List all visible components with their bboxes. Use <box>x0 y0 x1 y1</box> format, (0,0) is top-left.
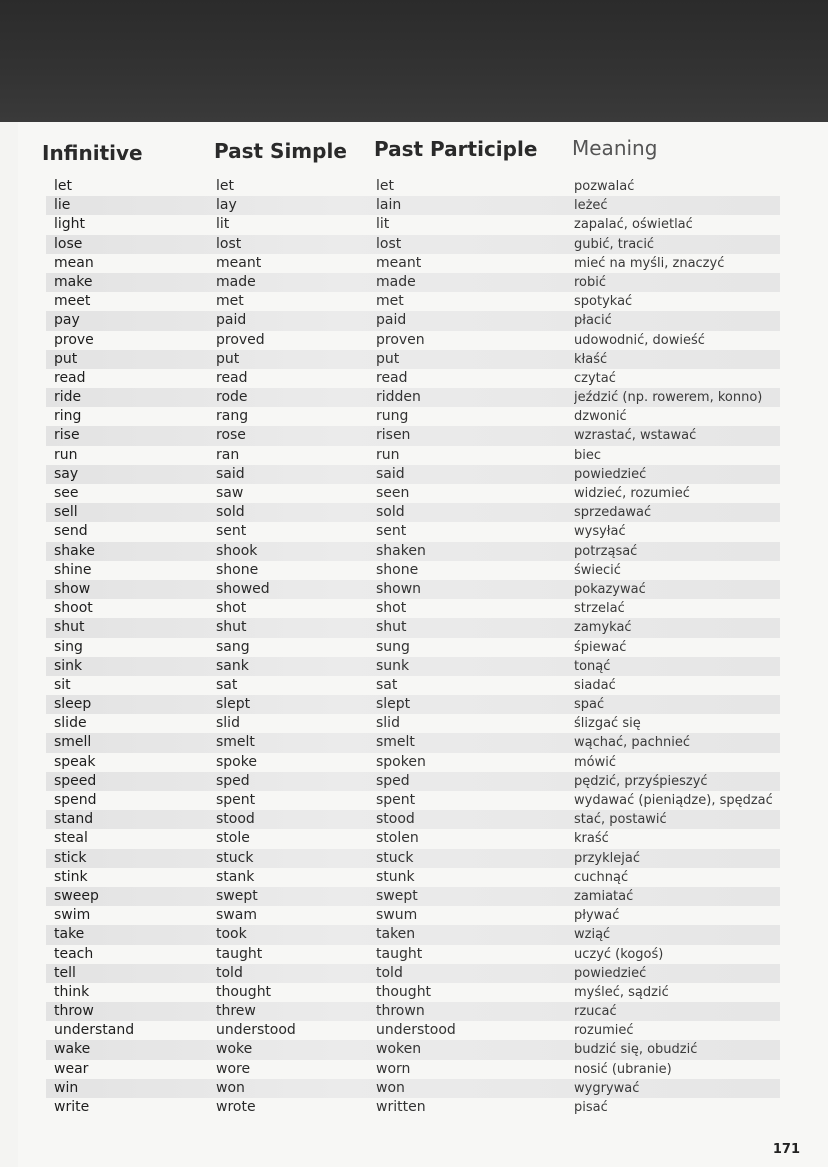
past-simple-cell: slid <box>216 715 240 732</box>
infinitive-cell: sing <box>54 638 83 655</box>
meaning-cell: kłaść <box>574 351 608 367</box>
past-simple-cell: threw <box>216 1003 256 1020</box>
infinitive-cell: tell <box>54 964 76 981</box>
infinitive-cell: shine <box>54 561 92 578</box>
past-simple-cell: wore <box>216 1060 251 1077</box>
past-participle-cell: stunk <box>376 868 415 885</box>
meaning-cell: ślizgać się <box>574 716 641 732</box>
infinitive-cell: sweep <box>54 887 99 904</box>
table-row <box>46 522 780 541</box>
table-row <box>46 1002 780 1021</box>
infinitive-cell: sell <box>54 504 78 521</box>
past-participle-cell: risen <box>376 427 411 444</box>
past-participle-cell: stood <box>376 811 415 828</box>
infinitive-cell: stand <box>54 811 94 828</box>
meaning-cell: pisać <box>574 1100 608 1115</box>
past-simple-cell: sang <box>216 638 250 655</box>
meaning-cell: czytać <box>574 370 616 386</box>
infinitive-cell: win <box>54 1079 79 1096</box>
past-simple-cell: shone <box>216 561 259 578</box>
table-row <box>46 849 780 868</box>
infinitive-cell: see <box>54 485 79 501</box>
meaning-cell: wąchać, pachnieć <box>574 735 690 751</box>
table-header <box>0 133 828 169</box>
past-simple-cell: lay <box>216 197 237 214</box>
past-participle-cell: sent <box>376 523 407 540</box>
table-row <box>46 945 780 964</box>
infinitive-cell: show <box>54 580 91 597</box>
infinitive-cell: meet <box>54 293 91 310</box>
table-row <box>46 695 780 714</box>
meaning-cell: strzelać <box>574 601 625 617</box>
table-row <box>46 618 780 637</box>
past-participle-cell: taken <box>376 926 416 943</box>
infinitive-cell: mean <box>54 254 94 271</box>
meaning-cell: nosić (ubranie) <box>574 1061 672 1077</box>
past-simple-cell: spent <box>216 792 256 808</box>
past-simple-cell: read <box>216 369 248 386</box>
meaning-cell: wysyłać <box>574 524 626 540</box>
header-past-simple: Past Simple <box>214 139 347 163</box>
past-simple-cell: rode <box>216 389 248 406</box>
past-simple-cell: taught <box>216 945 263 962</box>
past-simple-cell: swam <box>216 907 257 924</box>
table-row <box>46 331 780 350</box>
past-participle-cell: shot <box>376 600 407 617</box>
past-simple-cell: lit <box>216 216 230 233</box>
table-row <box>46 925 780 944</box>
table-row <box>46 292 780 311</box>
past-participle-cell: meant <box>376 254 422 271</box>
meaning-cell: pędzić, przyśpieszyć <box>574 773 708 789</box>
meaning-cell: budzić się, obudzić <box>574 1042 698 1058</box>
infinitive-cell: understand <box>54 1022 135 1039</box>
meaning-cell: powiedzieć <box>574 965 647 981</box>
past-simple-cell: rose <box>216 427 246 444</box>
meaning-cell: mieć na myśli, znaczyć <box>574 255 725 271</box>
infinitive-cell: let <box>54 178 72 194</box>
page-number: 171 <box>772 1142 800 1157</box>
past-simple-cell: took <box>216 926 247 943</box>
meaning-cell: biec <box>574 447 602 463</box>
past-simple-cell: slept <box>216 696 251 713</box>
irregular-verbs-table <box>46 177 780 1117</box>
past-simple-cell: met <box>216 293 244 310</box>
past-simple-cell: shook <box>216 542 258 559</box>
past-participle-cell: read <box>376 369 408 386</box>
infinitive-cell: swim <box>54 907 91 924</box>
table-row <box>46 503 780 522</box>
table-row <box>46 580 780 599</box>
past-simple-cell: shot <box>216 600 247 617</box>
header-meaning: Meaning <box>572 136 658 160</box>
past-simple-cell: sent <box>216 523 247 540</box>
past-participle-cell: met <box>376 293 404 310</box>
past-simple-cell: paid <box>216 312 247 329</box>
meaning-cell: rozumieć <box>574 1023 634 1039</box>
infinitive-cell: stink <box>54 868 88 885</box>
table-row <box>46 1098 780 1117</box>
meaning-cell: uczyć (kogoś) <box>574 946 664 962</box>
table-row <box>46 676 780 695</box>
meaning-cell: płacić <box>574 313 612 329</box>
past-participle-cell: lost <box>376 235 402 252</box>
past-simple-cell: understood <box>216 1022 296 1039</box>
meaning-cell: zamiatać <box>574 888 634 904</box>
table-row <box>46 791 780 810</box>
table-row <box>46 1040 780 1059</box>
table-row <box>46 407 780 426</box>
past-participle-cell: said <box>376 465 405 482</box>
past-simple-cell: ran <box>216 446 240 463</box>
past-participle-cell: told <box>376 964 403 981</box>
meaning-cell: widzieć, rozumieć <box>574 486 690 501</box>
past-participle-cell: slept <box>376 696 411 713</box>
past-simple-cell: stuck <box>216 849 254 866</box>
infinitive-cell: spend <box>54 792 97 808</box>
table-row <box>46 887 780 906</box>
table-row <box>46 906 780 925</box>
table-row <box>46 273 780 292</box>
meaning-cell: spać <box>574 697 605 713</box>
meaning-cell: zapalać, oświetlać <box>574 217 693 233</box>
table-row <box>46 810 780 829</box>
infinitive-cell: speak <box>54 753 96 770</box>
infinitive-cell: send <box>54 523 88 540</box>
table-row <box>46 350 780 369</box>
meaning-cell: wzrastać, wstawać <box>574 428 697 444</box>
past-participle-cell: sung <box>376 638 410 655</box>
meaning-cell: leżeć <box>574 198 608 214</box>
infinitive-cell: write <box>54 1099 90 1115</box>
table-row <box>46 215 780 234</box>
past-simple-cell: won <box>216 1079 245 1096</box>
past-simple-cell: put <box>216 350 240 367</box>
infinitive-cell: pay <box>54 312 80 329</box>
meaning-cell: potrząsać <box>574 543 638 559</box>
table-row <box>46 964 780 983</box>
meaning-cell: wygrywać <box>574 1080 640 1096</box>
meaning-cell: rzucać <box>574 1004 617 1020</box>
infinitive-cell: shoot <box>54 600 93 617</box>
past-simple-cell: let <box>216 178 234 194</box>
infinitive-cell: light <box>54 216 86 233</box>
past-participle-cell: stuck <box>376 849 414 866</box>
past-participle-cell: lain <box>376 197 402 214</box>
past-participle-cell: proven <box>376 331 425 348</box>
meaning-cell: siadać <box>574 677 616 693</box>
infinitive-cell: sink <box>54 657 83 674</box>
table-row <box>46 388 780 407</box>
past-participle-cell: run <box>376 446 400 463</box>
past-participle-cell: taught <box>376 945 423 962</box>
past-simple-cell: made <box>216 273 256 290</box>
infinitive-cell: run <box>54 446 78 463</box>
top-dark-band <box>0 0 828 122</box>
past-participle-cell: shone <box>376 561 419 578</box>
past-simple-cell: saw <box>216 485 244 501</box>
past-participle-cell: shaken <box>376 542 426 559</box>
past-participle-cell: slid <box>376 715 400 732</box>
table-row <box>46 753 780 772</box>
meaning-cell: kraść <box>574 831 609 847</box>
table-row <box>46 829 780 848</box>
past-participle-cell: written <box>376 1099 426 1115</box>
infinitive-cell: take <box>54 926 85 943</box>
meaning-cell: robić <box>574 274 607 290</box>
table-row <box>46 1079 780 1098</box>
table-row <box>46 714 780 733</box>
past-participle-cell: lit <box>376 216 390 233</box>
past-participle-cell: swum <box>376 907 418 924</box>
infinitive-cell: teach <box>54 945 94 962</box>
past-simple-cell: stole <box>216 830 250 847</box>
infinitive-cell: stick <box>54 849 87 866</box>
past-simple-cell: thought <box>216 983 272 1000</box>
past-participle-cell: rung <box>376 408 409 425</box>
meaning-cell: dzwonić <box>574 409 627 425</box>
table-row <box>46 311 780 330</box>
infinitive-cell: slide <box>54 715 87 732</box>
meaning-cell: świecić <box>574 562 621 578</box>
meaning-cell: myśleć, sądzić <box>574 984 669 1000</box>
past-simple-cell: stank <box>216 868 255 885</box>
past-simple-cell: sat <box>216 676 238 693</box>
meaning-cell: spotykać <box>574 294 633 310</box>
past-simple-cell: spoke <box>216 753 257 770</box>
table-row <box>46 369 780 388</box>
infinitive-cell: sit <box>54 676 71 693</box>
table-row <box>46 177 780 196</box>
past-simple-cell: proved <box>216 331 265 348</box>
meaning-cell: wydawać (pieniądze), spędzać <box>574 793 773 808</box>
infinitive-cell: sleep <box>54 696 92 713</box>
past-simple-cell: stood <box>216 811 255 828</box>
past-simple-cell: swept <box>216 887 258 904</box>
infinitive-cell: speed <box>54 772 97 789</box>
past-simple-cell: meant <box>216 254 262 271</box>
table-row <box>46 196 780 215</box>
past-participle-cell: shut <box>376 619 407 636</box>
table-row <box>46 254 780 273</box>
past-participle-cell: ridden <box>376 389 421 406</box>
meaning-cell: pływać <box>574 908 620 924</box>
past-simple-cell: shut <box>216 619 247 636</box>
meaning-cell: udowodnić, dowieść <box>574 332 705 348</box>
past-simple-cell: showed <box>216 580 270 597</box>
table-row <box>46 426 780 445</box>
meaning-cell: pozwalać <box>574 179 635 194</box>
table-row <box>46 1060 780 1079</box>
past-participle-cell: worn <box>376 1060 411 1077</box>
infinitive-cell: make <box>54 273 93 290</box>
table-row <box>46 1021 780 1040</box>
infinitive-cell: shut <box>54 619 85 636</box>
infinitive-cell: say <box>54 465 79 482</box>
meaning-cell: wziąć <box>574 927 611 943</box>
table-row <box>46 868 780 887</box>
past-simple-cell: sank <box>216 657 249 674</box>
infinitive-cell: ride <box>54 389 82 406</box>
header-infinitive: Infinitive <box>42 141 143 165</box>
past-simple-cell: woke <box>216 1041 253 1058</box>
table-row <box>46 235 780 254</box>
table-row <box>46 638 780 657</box>
past-simple-cell: wrote <box>216 1099 256 1115</box>
infinitive-cell: lie <box>54 197 71 214</box>
past-participle-cell: stolen <box>376 830 419 847</box>
past-participle-cell: swept <box>376 887 418 904</box>
past-participle-cell: won <box>376 1079 405 1096</box>
past-participle-cell: sunk <box>376 657 410 674</box>
infinitive-cell: wear <box>54 1060 89 1077</box>
past-simple-cell: smelt <box>216 734 255 751</box>
past-simple-cell: sped <box>216 772 250 789</box>
meaning-cell: śpiewać <box>574 639 627 655</box>
table-row <box>46 484 780 503</box>
infinitive-cell: read <box>54 369 86 386</box>
meaning-cell: powiedzieć <box>574 466 647 482</box>
infinitive-cell: throw <box>54 1003 94 1020</box>
infinitive-cell: ring <box>54 408 82 425</box>
table-row <box>46 465 780 484</box>
past-participle-cell: let <box>376 178 394 194</box>
past-participle-cell: thrown <box>376 1003 425 1020</box>
table-row <box>46 599 780 618</box>
infinitive-cell: shake <box>54 542 95 559</box>
past-participle-cell: sat <box>376 676 398 693</box>
past-participle-cell: paid <box>376 312 407 329</box>
header-past-participle: Past Participle <box>374 137 538 161</box>
infinitive-cell: put <box>54 350 78 367</box>
infinitive-cell: prove <box>54 331 94 348</box>
infinitive-cell: lose <box>54 235 83 252</box>
past-simple-cell: rang <box>216 408 249 425</box>
meaning-cell: stać, postawić <box>574 812 667 828</box>
table-row <box>46 657 780 676</box>
past-simple-cell: said <box>216 465 245 482</box>
table-row <box>46 446 780 465</box>
infinitive-cell: smell <box>54 734 92 751</box>
meaning-cell: gubić, tracić <box>574 236 655 252</box>
past-participle-cell: spent <box>376 792 416 808</box>
table-row <box>46 561 780 580</box>
past-participle-cell: thought <box>376 983 432 1000</box>
past-participle-cell: put <box>376 350 400 367</box>
meaning-cell: tonąć <box>574 658 611 674</box>
table-row <box>46 542 780 561</box>
meaning-cell: mówić <box>574 754 617 770</box>
meaning-cell: cuchnąć <box>574 869 629 885</box>
infinitive-cell: think <box>54 983 90 1000</box>
meaning-cell: zamykać <box>574 620 632 636</box>
table-row <box>46 772 780 791</box>
past-participle-cell: spoken <box>376 753 426 770</box>
past-simple-cell: sold <box>216 504 245 521</box>
infinitive-cell: steal <box>54 830 88 847</box>
past-participle-cell: woken <box>376 1041 422 1058</box>
meaning-cell: pokazywać <box>574 581 646 597</box>
meaning-cell: przyklejać <box>574 850 640 866</box>
infinitive-cell: rise <box>54 427 80 444</box>
past-participle-cell: smelt <box>376 734 415 751</box>
past-participle-cell: seen <box>376 485 410 501</box>
table-row <box>46 733 780 752</box>
past-participle-cell: made <box>376 273 416 290</box>
past-participle-cell: sold <box>376 504 405 521</box>
meaning-cell: jeździć (np. rowerem, konno) <box>574 390 763 406</box>
past-simple-cell: told <box>216 964 243 981</box>
past-participle-cell: shown <box>376 580 422 597</box>
past-participle-cell: understood <box>376 1022 456 1039</box>
table-row <box>46 983 780 1002</box>
past-participle-cell: sped <box>376 772 410 789</box>
meaning-cell: sprzedawać <box>574 505 652 521</box>
past-simple-cell: lost <box>216 235 242 252</box>
infinitive-cell: wake <box>54 1041 91 1058</box>
